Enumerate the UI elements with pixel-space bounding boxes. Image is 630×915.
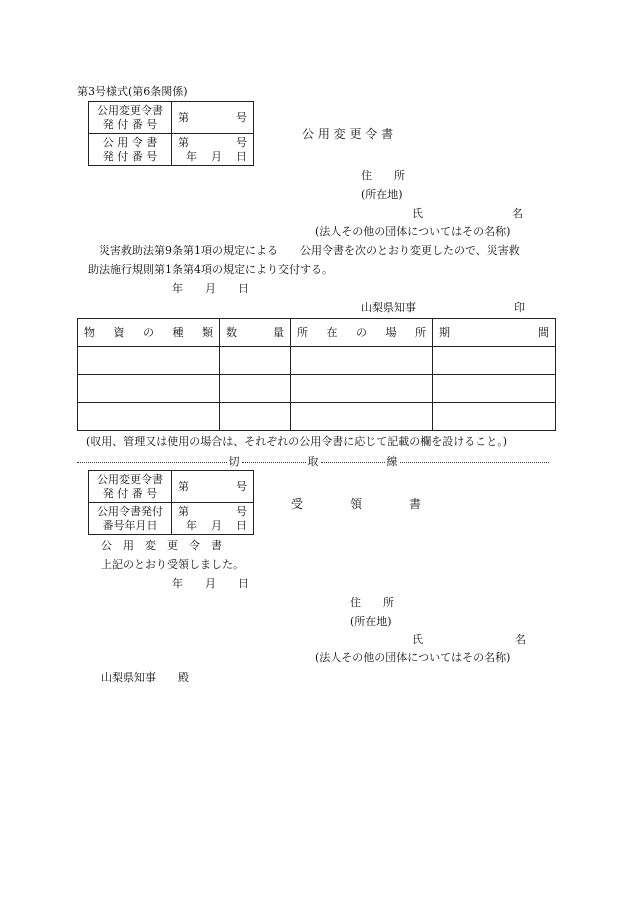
table-cell: [433, 403, 556, 431]
receipt-date-tsuki: 月: [205, 577, 216, 590]
tsuki: 月: [211, 519, 222, 532]
table-header-char: 資: [113, 326, 125, 339]
table-cell: [78, 403, 220, 431]
table-row: [78, 347, 556, 375]
corporate-note: (法人その他の団体についてはその名称): [315, 225, 511, 238]
table-header-char: 期: [439, 326, 450, 339]
top-number-box: [88, 101, 254, 166]
table-cell: [220, 375, 291, 403]
table-row: [78, 403, 556, 431]
go: 号: [236, 136, 247, 149]
table-header-char: 種: [172, 326, 184, 339]
go: 号: [236, 111, 247, 124]
nen: 年: [186, 150, 197, 163]
receipt-title-2: 領: [350, 497, 363, 511]
box-head: 番号年月日: [102, 519, 158, 532]
table-header-char: 在: [326, 326, 338, 339]
receipt-title-1: 受: [291, 497, 304, 511]
name-label-1: 氏: [412, 207, 423, 220]
receipt-name-2: 名: [515, 633, 526, 646]
receipt-date-hi: 日: [238, 577, 249, 590]
cut-dots: [400, 462, 550, 463]
name-label-2: 名: [512, 207, 523, 220]
receipt-text: 上記のとおり受領しました。: [101, 558, 244, 571]
cut-char: 線: [386, 455, 398, 468]
cut-dots: [242, 462, 306, 463]
table-cell: [433, 375, 556, 403]
table-row: [78, 375, 556, 403]
date-tsuki: 月: [205, 282, 216, 295]
box-head: 公用令書発付: [97, 505, 163, 518]
table-header-char: 場: [385, 326, 397, 339]
receipt-address-label: 住 所: [350, 596, 394, 609]
table-cell: [291, 347, 433, 375]
table-header-char: 物: [84, 326, 95, 339]
hi: 日: [236, 150, 247, 163]
address-sub: (所在地): [361, 188, 403, 201]
dai: 第: [178, 136, 189, 149]
table-header-char: の: [356, 326, 367, 339]
receipt-number-box: [88, 470, 254, 535]
table-cell: [220, 403, 291, 431]
body-line-1: 災害救助法第9条第1項の規定による 公用令書を次のとおり変更したので、災害救: [88, 244, 520, 257]
hi: 日: [236, 519, 247, 532]
receipt-corporate-note: (法人その他の団体についてはその名称): [315, 651, 511, 664]
receipt-address-sub: (所在地): [350, 615, 392, 628]
box-head: 公用変更令書: [97, 104, 163, 117]
receipt-date-nen: 年: [172, 577, 183, 590]
cut-char: 切: [228, 455, 240, 468]
box-head: 公用変更令書: [97, 473, 163, 486]
address-label: 住 所: [361, 169, 405, 182]
nen: 年: [186, 519, 197, 532]
table-cell: [78, 375, 220, 403]
go: 号: [236, 480, 247, 493]
seal-mark: 印: [514, 301, 525, 314]
receipt-title-3: 書: [409, 497, 422, 511]
table-header-char: 数: [226, 326, 237, 339]
date-nen: 年: [172, 282, 183, 295]
table-header-char: の: [143, 326, 154, 339]
box-head: 公 用 令 書: [102, 136, 158, 149]
table-cell: [78, 347, 220, 375]
receipt-name-1: 氏: [412, 633, 423, 646]
tsuki: 月: [211, 150, 222, 163]
dai: 第: [178, 111, 189, 124]
cut-dots: [321, 462, 385, 463]
box-head: 発 付 番 号: [102, 150, 158, 163]
cut-char: 取: [307, 455, 319, 468]
goods-table: [77, 318, 556, 431]
date-hi: 日: [238, 282, 249, 295]
table-note: (収用、管理又は使用の場合は、それぞれの公用令書に応じて記載の欄を設けること。): [86, 435, 508, 448]
dai: 第: [178, 505, 189, 518]
governor: 山梨県知事: [361, 301, 416, 314]
box-head: 発 付 番 号: [102, 118, 158, 131]
table-cell: [291, 403, 433, 431]
cut-line: [77, 456, 549, 467]
box-head: 発 付 番 号: [102, 487, 158, 500]
receipt-doc-name: 公 用 変 更 令 書: [101, 539, 222, 552]
form-label: 第3号様式(第6条関係): [77, 85, 188, 98]
go: 号: [236, 505, 247, 518]
dai: 第: [178, 480, 189, 493]
cut-dots: [77, 462, 227, 463]
body-line-2: 助法施行規則第1条第4項の規定により交付する。: [88, 263, 333, 276]
table-cell: [433, 347, 556, 375]
table-header-char: 量: [273, 326, 284, 339]
table-header-char: 所: [297, 326, 308, 339]
table-cell: [220, 347, 291, 375]
table-header-char: 所: [415, 326, 426, 339]
receipt-addressee: 山梨県知事 殿: [101, 671, 189, 684]
table-header-char: 間: [538, 326, 549, 339]
table-cell: [291, 375, 433, 403]
table-header-char: 類: [202, 326, 213, 339]
document-title: 公 用 変 更 令 書: [302, 127, 394, 141]
